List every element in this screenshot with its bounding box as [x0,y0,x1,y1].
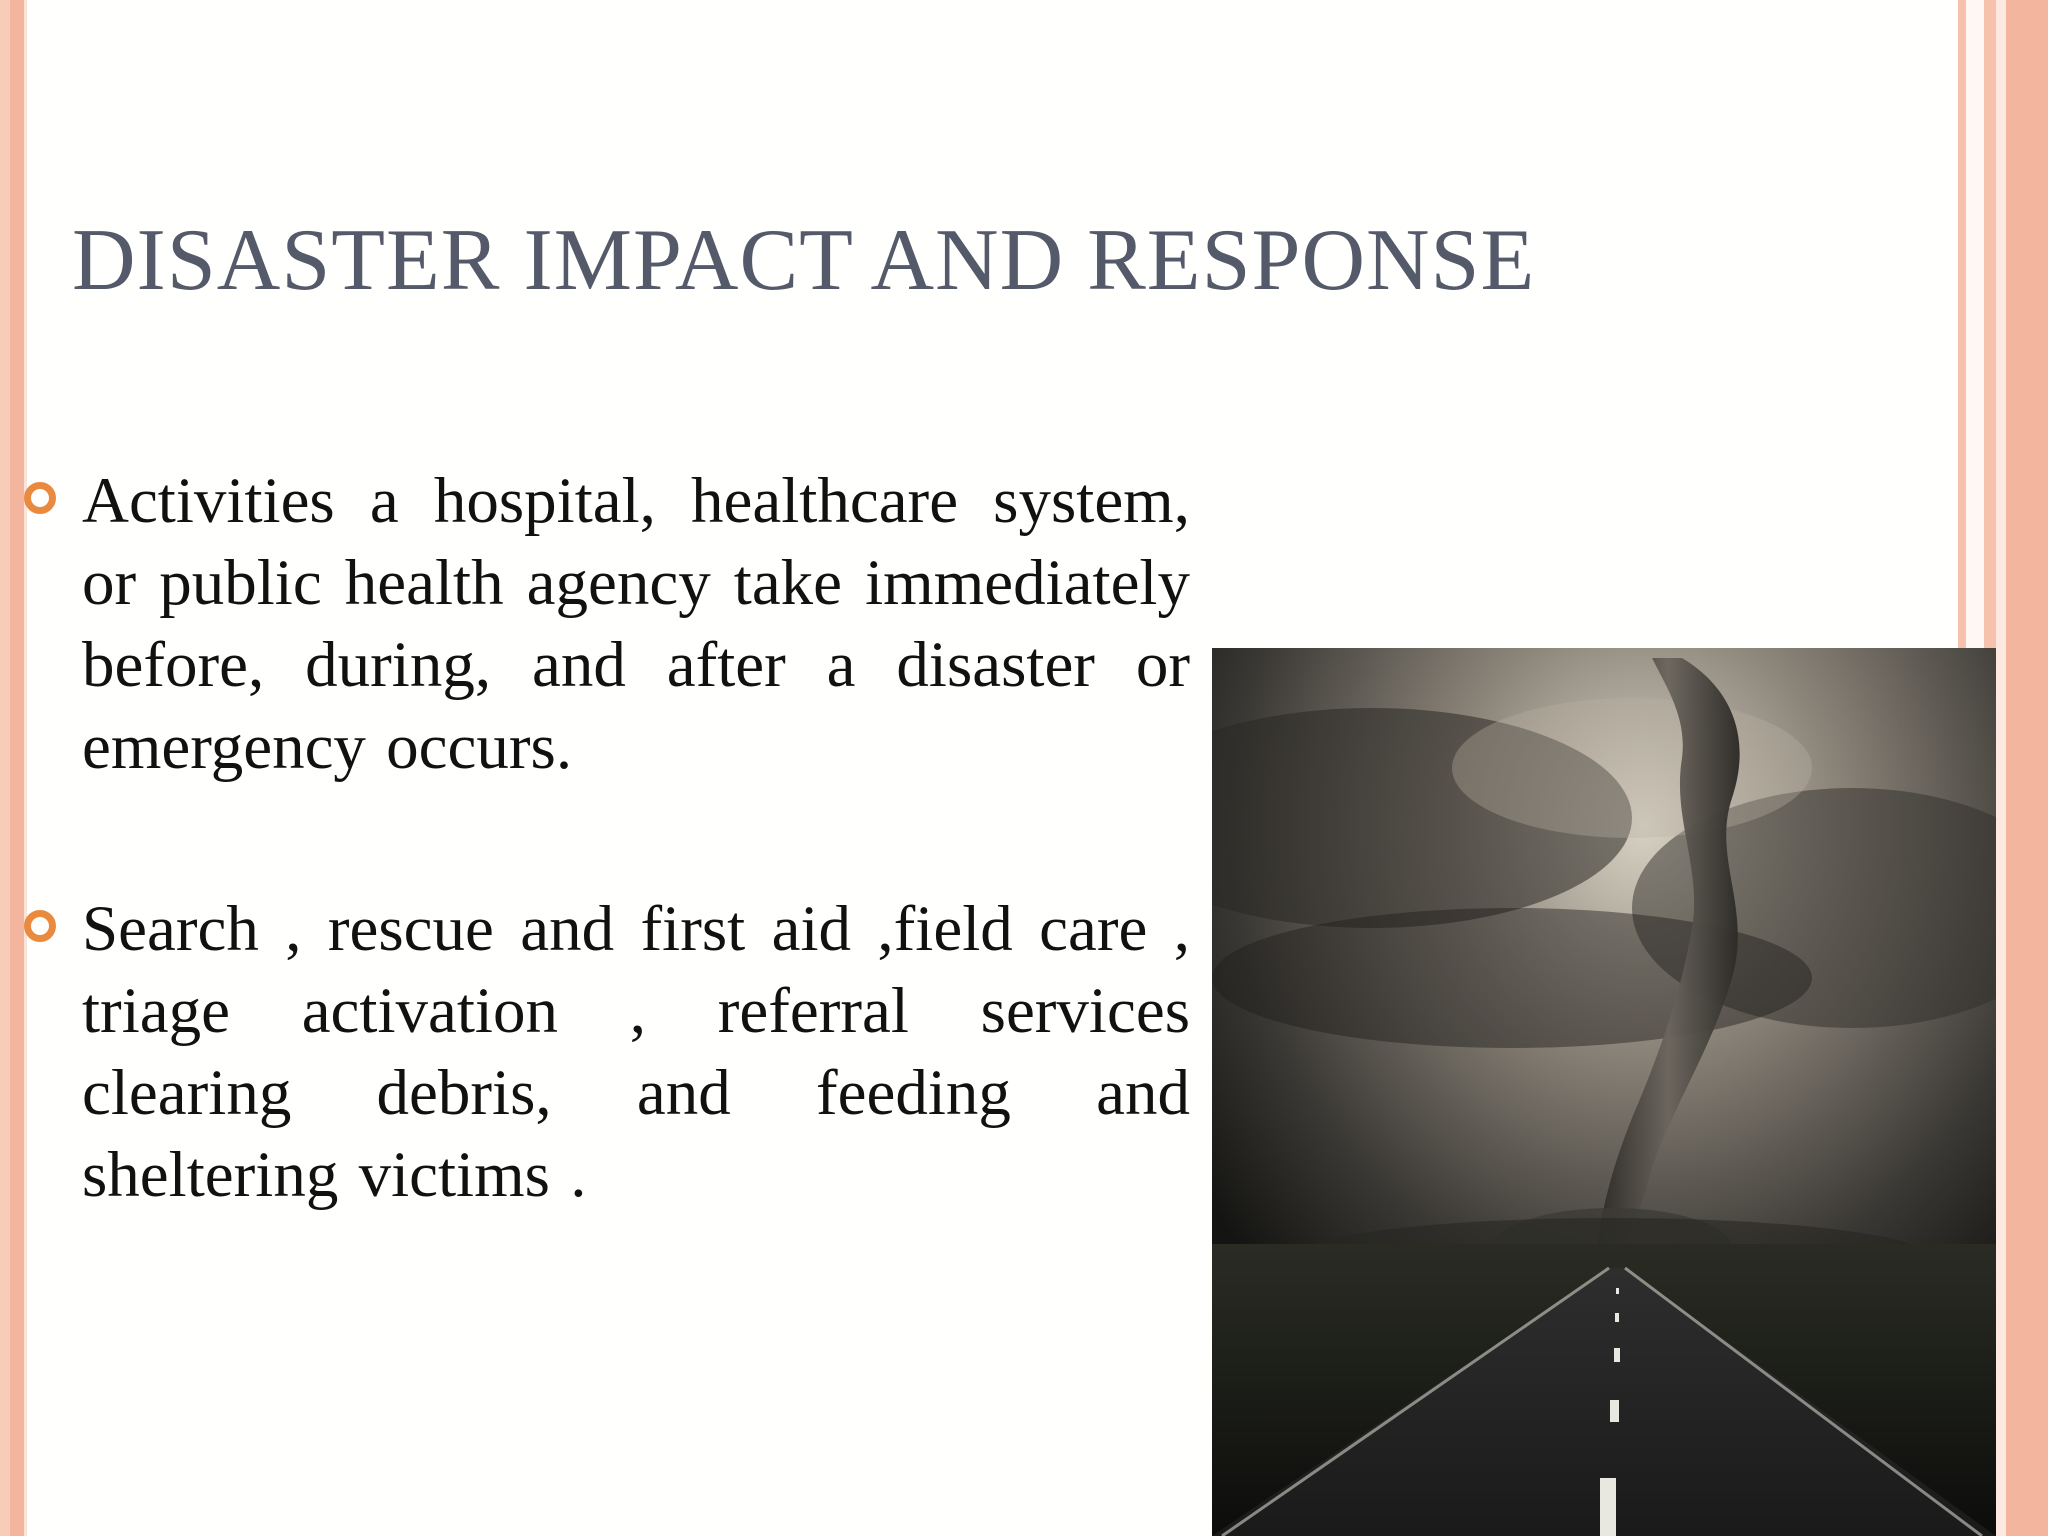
bullet-text: Search , rescue and first aid ,field care , triage activation , referral services clearing debris, and feeding and sheltering victims . [82,893,1190,1211]
ring-bullet-icon [24,910,56,942]
bullet-text: Activities a hospital, healthcare system, or public health agency take immediately before, during, and after a disaster or emergency occurs. [82,465,1190,783]
right-border-stripe [2006,0,2048,1536]
right-border-stripe [1996,0,2006,1536]
left-border-stripe [24,0,27,1536]
bullet-item [82,460,1190,788]
bullet-item [82,888,1190,1216]
left-border-stripe [0,0,10,1536]
ring-bullet-icon [24,482,56,514]
slide-title: DISASTER IMPACT AND RESPONSE [72,212,1536,309]
bullet-list [82,460,1190,1316]
left-border-stripe [10,0,24,1536]
tornado-road-photo [1212,648,1996,1536]
